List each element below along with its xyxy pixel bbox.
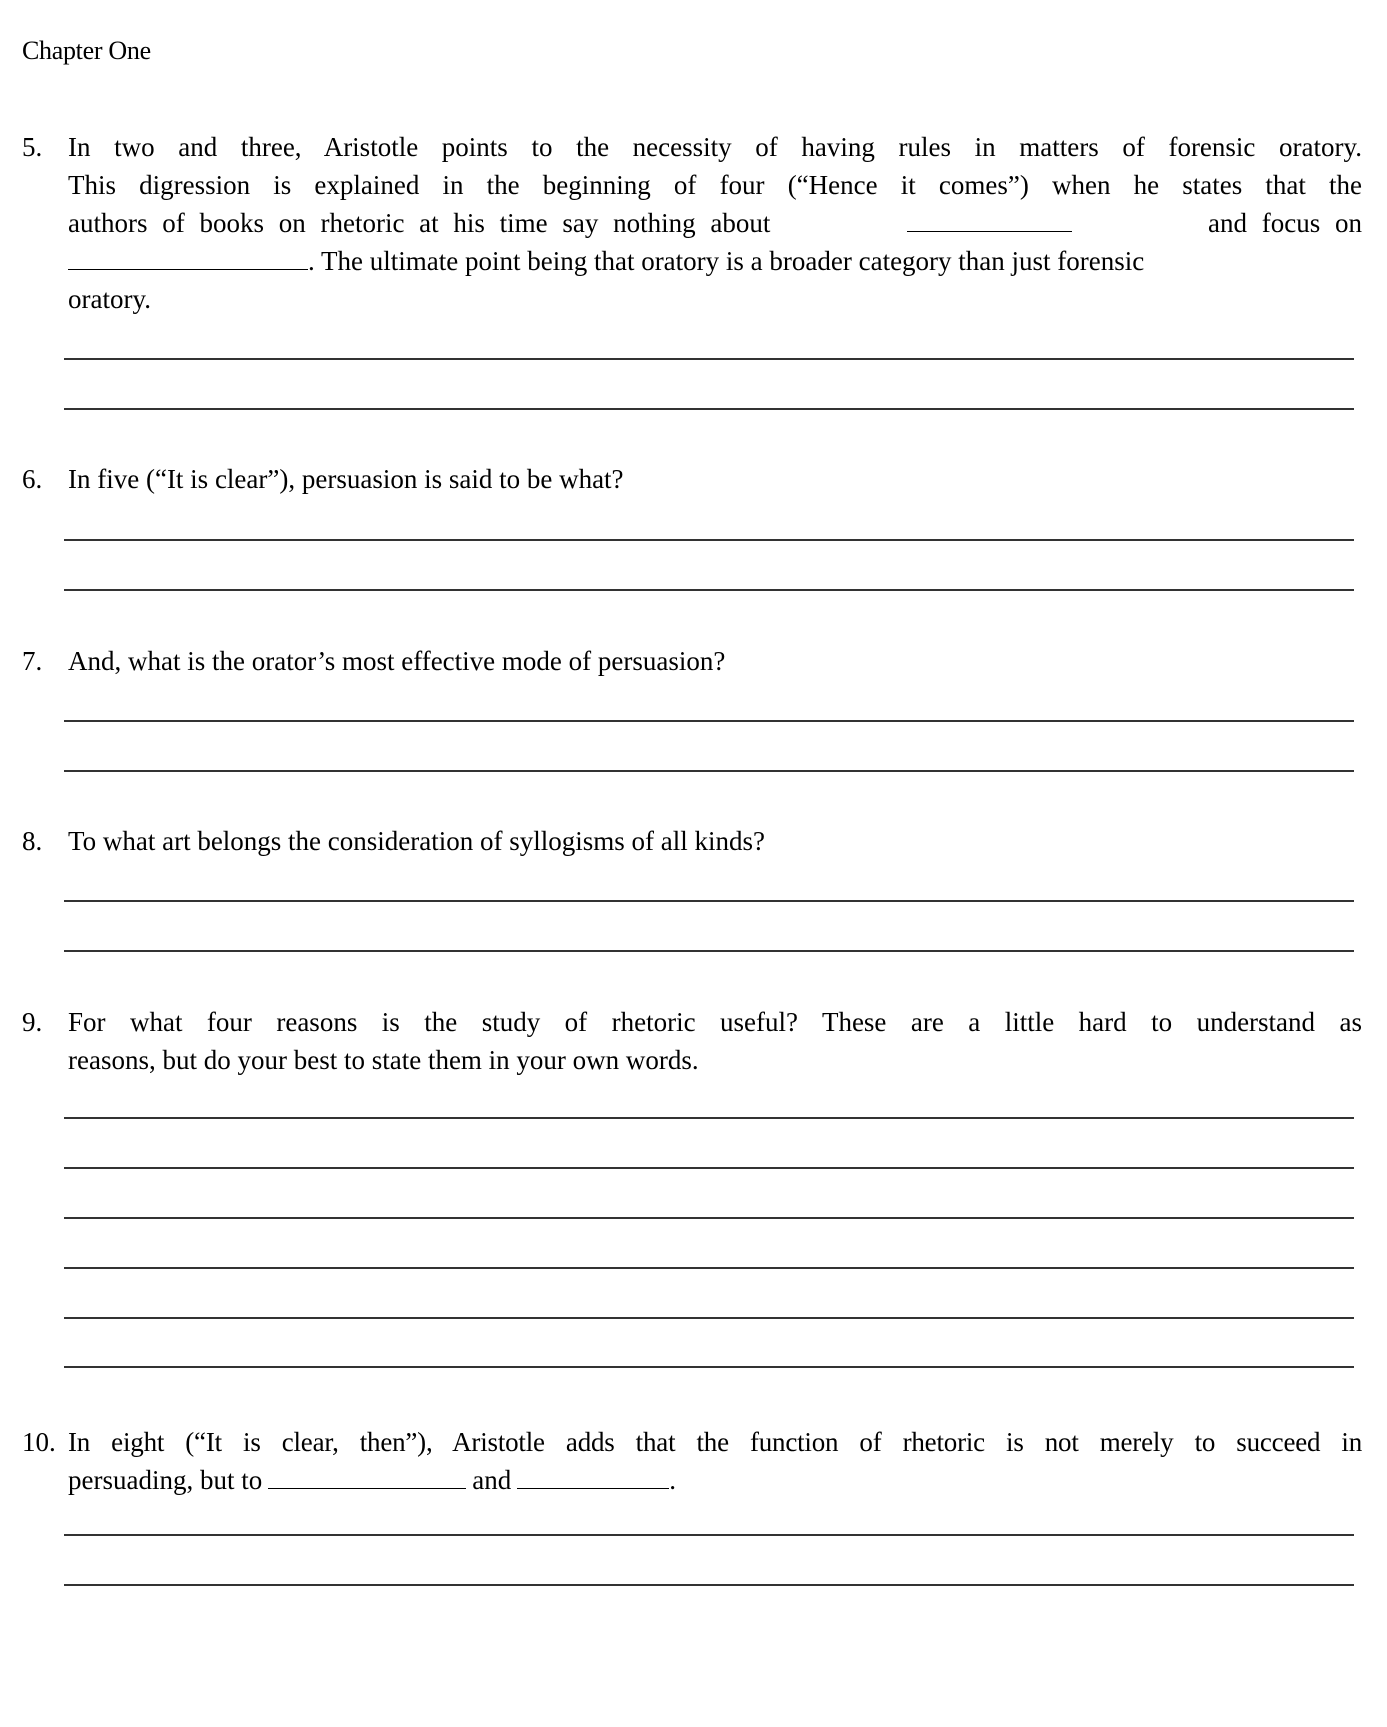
answer-line[interactable] [64,1217,1354,1219]
answer-line[interactable] [64,900,1354,902]
chapter-header: Chapter One [22,36,151,65]
answer-line[interactable] [64,720,1354,722]
question-7 [22,642,1362,680]
question-text: And, what is the orator’s most effective mode of persuasion? [68,646,726,676]
answer-line[interactable] [64,1584,1354,1586]
question-text: In eight (“It is clear, then”), Aristotle adds that the function of rhetoric is not merely to succeed in persuading, but to and . [68,1427,1362,1495]
answer-line[interactable] [64,1267,1354,1269]
answer-line[interactable] [64,950,1354,952]
question-text: In two and three, Aristotle points to the necessity of having rules in matters of forensic oratory. This digression is explained in the beginning of four (“Hence it comes”) when he states that the authors of books on rhetoric at his time say nothing about and focus on . The ultimate point being that oratory is a broader category than just forensic oratory. [68,132,1362,314]
fill-blank-3[interactable] [268,1464,466,1489]
question-number: 9. [22,1007,43,1037]
question-number: 10. [22,1427,56,1457]
answer-line[interactable] [64,1317,1354,1319]
question-text: To what art belongs the consideration of syllogisms of all kinds? [68,826,765,856]
answer-line[interactable] [64,589,1354,591]
answer-line[interactable] [64,358,1354,360]
question-8 [22,822,1362,860]
question-5 [22,128,1362,318]
fill-blank-2[interactable] [68,245,308,270]
answer-line[interactable] [64,539,1354,541]
question-number: 7. [22,646,43,676]
question-10 [22,1423,1362,1499]
answer-line[interactable] [64,1366,1354,1368]
question-number: 5. [22,132,43,162]
question-text: For what four reasons is the study of rhetoric useful? These are a little hard to understand as reasons, but do your best to state them in your own words. [68,1007,1362,1075]
answer-line[interactable] [64,1534,1354,1536]
question-6 [22,460,1362,498]
fill-blank-1[interactable] [907,207,1072,232]
answer-line[interactable] [64,408,1354,410]
answer-line[interactable] [64,770,1354,772]
question-9 [22,1003,1362,1079]
question-number: 8. [22,826,43,856]
answer-line[interactable] [64,1117,1354,1119]
question-number: 6. [22,464,43,494]
question-text: In five (“It is clear”), persuasion is said to be what? [68,464,624,494]
answer-line[interactable] [64,1167,1354,1169]
fill-blank-4[interactable] [517,1464,669,1489]
